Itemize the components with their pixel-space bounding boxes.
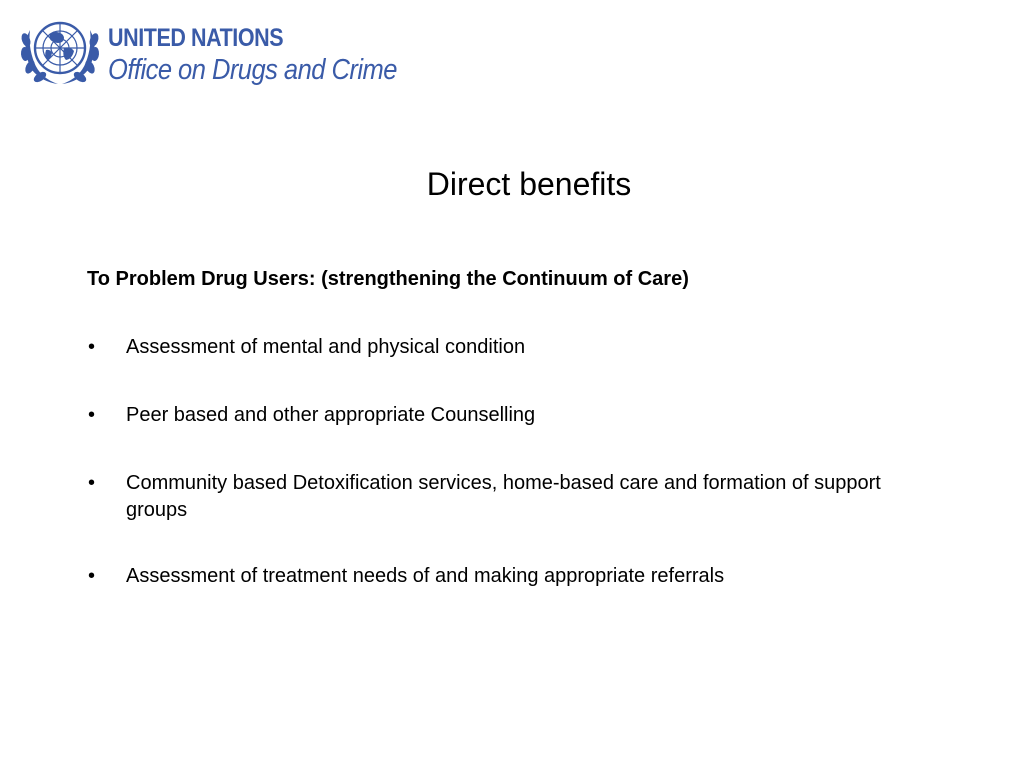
subheading: To Problem Drug Users: (strengthening the Continuum of Care) — [87, 268, 689, 290]
bullet-item — [87, 402, 947, 429]
bullet-text: Peer based and other appropriate Counselling — [126, 404, 536, 426]
bullet-item — [87, 334, 947, 361]
bullet-glyph: • — [88, 472, 96, 494]
bullet-text: Community based Detoxification services, home-based care and formation of support groups — [126, 472, 881, 521]
bullet-glyph: • — [88, 404, 96, 426]
unodc-logo — [12, 8, 452, 98]
org-name-line1: UNITED NATIONS — [108, 24, 284, 52]
bullet-text: Assessment of treatment needs of and making appropriate referrals — [126, 565, 725, 587]
un-emblem-icon — [12, 8, 108, 92]
bullet-list — [87, 334, 947, 631]
bullet-glyph: • — [88, 336, 96, 358]
bullet-item — [87, 470, 947, 524]
org-name-line2: Office on Drugs and Crime — [108, 54, 397, 86]
bullet-glyph: • — [88, 565, 96, 587]
bullet-text: Assessment of mental and physical condition — [126, 336, 526, 358]
bullet-item — [87, 563, 947, 590]
slide-title: Direct benefits — [426, 166, 632, 202]
